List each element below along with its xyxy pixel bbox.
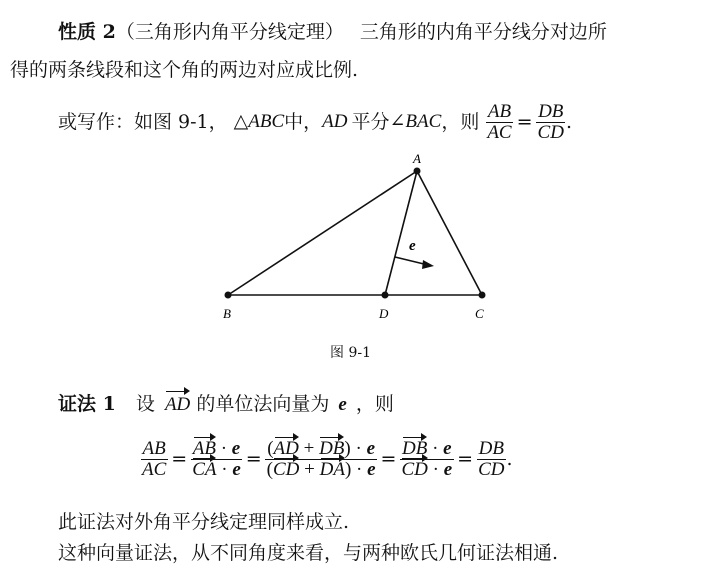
theorem-statement-2: 得的两条线段和这个角的两边对应成比例. xyxy=(10,59,359,81)
label-a: A xyxy=(413,151,421,166)
eq-equals-1: = xyxy=(171,448,188,470)
alt-triangle: △ABC xyxy=(233,111,285,132)
alt-end: . xyxy=(565,111,572,133)
proof-intro-line xyxy=(58,392,394,417)
eq-frac-5 xyxy=(476,439,506,480)
eq-e: e xyxy=(231,437,241,459)
alt-frac-left-num: AB xyxy=(487,100,512,122)
eq-dot: · xyxy=(432,437,439,459)
point-c xyxy=(479,292,486,299)
segment-ab xyxy=(228,171,417,295)
alt-frac-left-den: AC xyxy=(487,121,512,143)
label-b: B xyxy=(223,306,231,321)
eq-frac-1-den: AC xyxy=(142,458,167,480)
eq-vec-cd: CD xyxy=(273,458,300,480)
remark-1: 此证法对外角平分线定理同样成立. xyxy=(58,511,350,533)
alt-frac-right-den: CD xyxy=(537,121,564,143)
label-c: C xyxy=(475,306,484,321)
eq-frac-5-num: DB xyxy=(478,437,504,459)
eq-vec-ca: CA xyxy=(192,458,217,480)
eq-vec-ab: AB xyxy=(192,437,216,459)
eq-frac-2 xyxy=(190,439,243,480)
label-e: e xyxy=(409,238,416,254)
eq-dot: · xyxy=(221,458,228,480)
proof-vec-ad: AD xyxy=(164,394,191,415)
eq-e: e xyxy=(367,458,376,480)
point-d xyxy=(382,292,389,299)
eq-vec-db2: DB xyxy=(402,437,428,459)
theorem-title: 性质 2 xyxy=(58,21,116,43)
eq-end: . xyxy=(506,448,513,470)
point-b xyxy=(225,292,232,299)
eq-vec-db: DB xyxy=(319,437,345,459)
proof-equation xyxy=(140,428,513,490)
alt-equals: = xyxy=(516,111,533,133)
eq-e: e xyxy=(366,437,375,459)
alt-angle: ∠BAC xyxy=(389,111,442,132)
eq-frac-1 xyxy=(140,439,168,480)
eq-frac-5-den: CD xyxy=(478,458,505,480)
eq-dot: · xyxy=(356,458,363,480)
proof-intro-a: 设 xyxy=(135,393,155,415)
eq-equals-2: = xyxy=(245,448,262,470)
proof-title: 证法 1 xyxy=(58,393,116,415)
eq-frac-3-num: (AD + DB) · e xyxy=(267,437,375,459)
theorem-name: （三角形内角平分线定理） xyxy=(115,21,344,43)
eq-dot: · xyxy=(355,437,362,459)
alt-ad: AD xyxy=(322,111,348,132)
proof-intro-b: 的单位法向量为 xyxy=(196,393,330,415)
eq-frac-1-num: AB xyxy=(142,437,166,459)
figure-caption: 图 9-1 xyxy=(330,345,371,361)
segment-ac xyxy=(417,171,482,295)
theorem-statement-1: 三角形的内角平分线分对边所 xyxy=(359,21,607,43)
alt-mid: 中， xyxy=(284,111,323,133)
proof-intro-c: ，则 xyxy=(355,393,394,415)
eq-e: e xyxy=(443,458,453,480)
vector-e-arrowhead xyxy=(422,260,434,269)
eq-dot: · xyxy=(220,437,228,459)
eq-equals-4: = xyxy=(457,448,474,470)
eq-dot: · xyxy=(432,458,439,480)
point-a xyxy=(414,168,421,175)
alt-bisects: 平分 xyxy=(351,111,390,133)
eq-frac-3-den: (CD + DA) · e xyxy=(266,458,376,480)
alt-prefix: 或写作：如图 9-1， xyxy=(58,111,228,133)
eq-frac-4-den xyxy=(399,460,454,480)
eq-vec-da: DA xyxy=(319,458,345,480)
eq-e: e xyxy=(443,437,452,459)
eq-plus: + xyxy=(303,437,315,459)
alt-frac-right-num: DB xyxy=(538,100,564,122)
eq-frac-2-den xyxy=(190,460,243,480)
eq-plus: + xyxy=(304,458,315,480)
eq-equals-3: = xyxy=(380,448,397,470)
eq-vec-ad: AD xyxy=(273,437,299,459)
proof-e: e xyxy=(338,394,347,415)
eq-e: e xyxy=(232,458,241,480)
remark-2: 这种向量证法，从不同角度来看，与两种欧氏几何证法相通. xyxy=(58,542,559,564)
eq-vec-cd2: CD xyxy=(401,458,428,480)
eq-frac-3 xyxy=(265,439,378,480)
eq-frac-4 xyxy=(399,439,454,480)
label-d: D xyxy=(379,306,389,321)
alt-then: ，则 xyxy=(441,111,480,133)
